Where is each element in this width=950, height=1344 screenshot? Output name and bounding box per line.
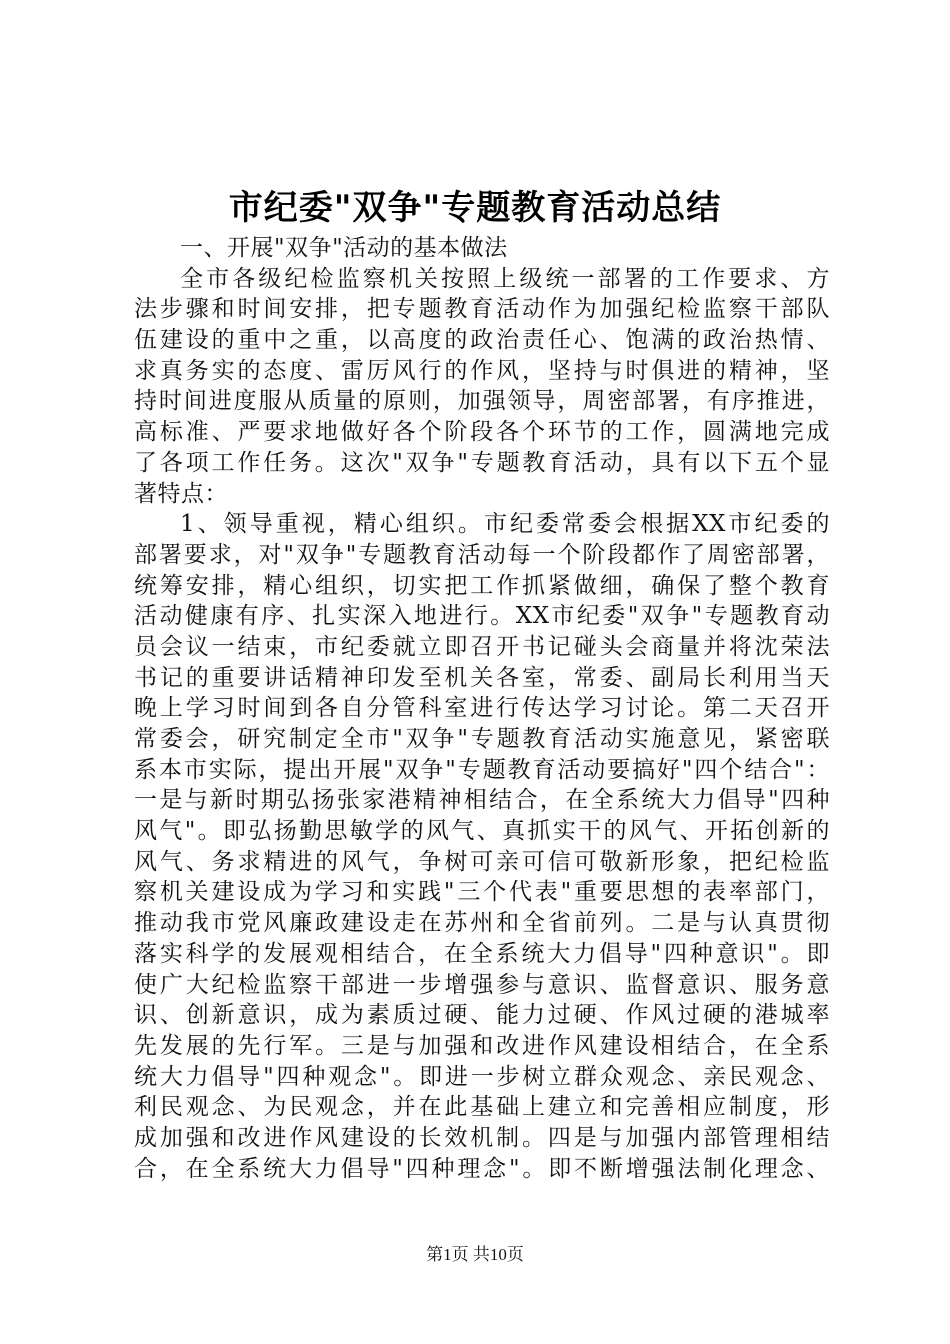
body-text-line: 系本市实际，提出开展"双争"专题教育活动要搞好"四个结合"： [134,756,830,783]
document-title: 市纪委"双争"专题教育活动总结 [228,188,722,228]
body-text-line: 风气"。即弘扬勤思敏学的风气、真抓实干的风气、开拓创新的 [134,818,830,845]
body-text-line: 了各项工作任务。这次"双争"专题教育活动，具有以下五个显 [134,449,830,476]
body-text-line: 常委会，研究制定全市"双争"专题教育活动实施意见，紧密联 [134,726,830,752]
page-footer: 第1页 共10页 [426,1245,524,1264]
body-text-line: 一、开展"双争"活动的基本做法 [180,235,508,261]
body-text-line: 求真务实的态度、雷厉风行的作风，坚持与时俱进的精神，坚 [134,357,830,384]
body-text-line: 高标准、严要求地做好各个阶段各个环节的工作，圆满地完成 [134,419,830,446]
body-text-line: 全市各级纪检监察机关按照上级统一部署的工作要求、方 [180,265,830,292]
body-text-line: 识、创新意识，成为素质过硬、能力过硬、作风过硬的港城率 [134,1002,830,1029]
body-text-line: 落实科学的发展观相结合，在全系统大力倡导"四种意识"。即 [134,940,830,967]
body-text-line: 法步骤和时间安排，把专题教育活动作为加强纪检监察干部队 [134,296,830,323]
body-text-line: 先发展的先行军。三是与加强和改进作风建设相结合，在全系 [134,1032,830,1059]
document-body [134,233,830,1184]
body-text-line: 利民观念、为民观念，并在此基础上建立和完善相应制度，形 [134,1094,830,1121]
body-text-line: 使广大纪检监察干部进一步增强参与意识、监督意识、服务意 [134,971,830,998]
body-text-line: 推动我市党风廉政建设走在苏州和全省前列。二是与认真贯彻 [134,910,830,937]
body-text-line: 统大力倡导"四种观念"。即进一步树立群众观念、亲民观念、 [134,1063,830,1090]
body-text-line: 持时间进度服从质量的原则，加强领导，周密部署，有序推进， [134,388,830,415]
body-text-line: 一是与新时期弘扬张家港精神相结合，在全系统大力倡导"四种 [134,787,830,814]
body-text-line: 著特点： [134,480,228,507]
body-text-line: 晚上学习时间到各自分管科室进行传达学习讨论。第二天召开 [134,695,830,722]
body-text-line: 伍建设的重中之重，以高度的政治责任心、饱满的政治热情、 [134,327,830,354]
body-text-line: 1、领导重视，精心组织。市纪委常委会根据XX市纪委的 [180,511,830,538]
body-text-line: 部署要求，对"双争"专题教育活动每一个阶段都作了周密部署， [134,541,830,568]
body-text-line: 活动健康有序、扎实深入地进行。XX市纪委"双争"专题教育动 [134,603,830,630]
body-text-line: 书记的重要讲话精神印发至机关各室，常委、副局长利用当天 [134,664,830,691]
body-text-line: 察机关建设成为学习和实践"三个代表"重要思想的表率部门， [134,879,830,906]
body-text-line: 员会议一结束，市纪委就立即召开书记碰头会商量并将沈荣法 [134,633,830,660]
body-text-line: 合，在全系统大力倡导"四种理念"。即不断增强法制化理念、 [134,1155,830,1182]
body-text-line: 统筹安排，精心组织，切实把工作抓紧做细，确保了整个教育 [134,572,830,599]
body-text-line: 成加强和改进作风建设的长效机制。四是与加强内部管理相结 [134,1124,830,1151]
body-text-line: 风气、务求精进的风气，争树可亲可信可敬新形象，把纪检监 [134,848,830,875]
